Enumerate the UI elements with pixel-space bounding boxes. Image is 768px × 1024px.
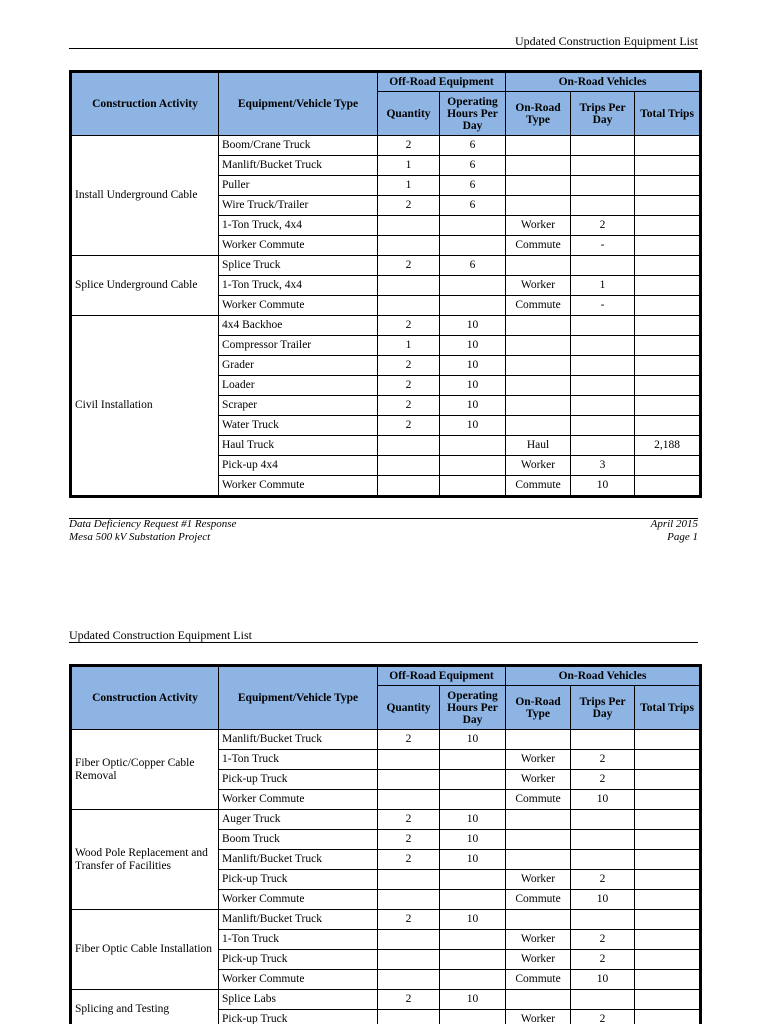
trips-cell [571,850,635,870]
equipment-cell: Pick-up Truck [219,950,378,970]
equipment-cell: Splice Truck [219,256,378,276]
table-row [71,730,701,750]
col-header-trips: Trips Per Day [571,92,635,136]
equipment-cell: Pick-up 4x4 [219,456,378,476]
trips-cell: 2 [571,930,635,950]
trips-cell: 10 [571,476,635,497]
total-trips-cell: 2,188 [635,436,701,456]
total-trips-cell [635,830,701,850]
activity-cell: Splice Underground Cable [71,256,219,316]
col-group-onroad: On-Road Vehicles [506,72,701,92]
col-header-quantity: Quantity [378,92,440,136]
onroad-type-cell: Commute [506,236,571,256]
hours-cell: 10 [440,910,506,930]
total-trips-cell [635,970,701,990]
total-trips-cell [635,990,701,1010]
total-trips-cell [635,730,701,750]
footer-doc-title: Data Deficiency Request #1 Response [69,518,237,530]
table-row [71,910,701,930]
onroad-type-cell: Worker [506,950,571,970]
quantity-cell: 2 [378,830,440,850]
onroad-type-cell: Commute [506,970,571,990]
total-trips-cell [635,850,701,870]
total-trips-cell [635,810,701,830]
activity-cell: Install Underground Cable [71,136,219,256]
hours-cell: 10 [440,810,506,830]
trips-cell [571,830,635,850]
col-header-hours: Operating Hours Per Day [440,92,506,136]
activity-cell: Fiber Optic Cable Installation [71,910,219,990]
hours-cell: 6 [440,256,506,276]
trips-cell [571,910,635,930]
hours-cell: 10 [440,376,506,396]
trips-cell: 2 [571,950,635,970]
equipment-cell: Manlift/Bucket Truck [219,850,378,870]
quantity-cell: 1 [378,336,440,356]
equipment-cell: Worker Commute [219,296,378,316]
quantity-cell: 2 [378,256,440,276]
footer-date: April 2015 [650,518,698,530]
trips-cell [571,810,635,830]
trips-cell: 10 [571,890,635,910]
col-header-hours: Operating Hours Per Day [440,686,506,730]
onroad-type-cell: Haul [506,436,571,456]
equipment-cell: Splice Labs [219,990,378,1010]
quantity-cell: 2 [378,396,440,416]
quantity-cell: 2 [378,316,440,336]
page-header: Updated Construction Equipment List [515,34,698,48]
total-trips-cell [635,1010,701,1024]
total-trips-cell [635,890,701,910]
hours-cell: 10 [440,396,506,416]
equipment-cell: Grader [219,356,378,376]
hours-cell: 6 [440,176,506,196]
quantity-cell [378,930,440,950]
total-trips-cell [635,950,701,970]
activity-cell: Fiber Optic/Copper Cable Removal [71,730,219,810]
hours-cell [440,930,506,950]
quantity-cell [378,770,440,790]
hours-cell: 6 [440,196,506,216]
equipment-cell: Pick-up Truck [219,870,378,890]
trips-cell: 2 [571,770,635,790]
equipment-cell: Manlift/Bucket Truck [219,910,378,930]
col-header-onroad-type: On-Road Type [506,92,571,136]
onroad-type-cell [506,810,571,830]
page-header-2: Updated Construction Equipment List [69,628,252,642]
table-row [71,990,701,1010]
hours-cell [440,770,506,790]
quantity-cell: 2 [378,730,440,750]
onroad-type-cell: Commute [506,476,571,497]
equipment-cell: Manlift/Bucket Truck [219,156,378,176]
col-group-offroad: Off-Road Equipment [378,666,506,686]
col-header-onroad-type: On-Road Type [506,686,571,730]
hours-cell: 10 [440,830,506,850]
col-group-offroad: Off-Road Equipment [378,72,506,92]
quantity-cell: 2 [378,196,440,216]
footer-project: Mesa 500 kV Substation Project [69,531,211,543]
trips-cell: 2 [571,216,635,236]
hours-cell [440,790,506,810]
equipment-cell: Auger Truck [219,810,378,830]
hours-cell [440,950,506,970]
hours-cell: 10 [440,850,506,870]
equipment-cell: Pick-up Truck [219,770,378,790]
trips-cell: 2 [571,750,635,770]
hours-cell: 10 [440,336,506,356]
equipment-cell: 1-Ton Truck [219,750,378,770]
onroad-type-cell [506,730,571,750]
hours-cell: 6 [440,156,506,176]
trips-cell: 1 [571,276,635,296]
table-row [71,810,701,830]
equipment-cell: Worker Commute [219,890,378,910]
quantity-cell: 1 [378,176,440,196]
trips-cell: 10 [571,790,635,810]
equipment-cell: Boom Truck [219,830,378,850]
hours-cell [440,1010,506,1024]
equipment-cell: Worker Commute [219,970,378,990]
onroad-type-cell [506,990,571,1010]
total-trips-cell [635,770,701,790]
col-header-activity: Construction Activity [71,666,219,730]
onroad-type-cell [506,910,571,930]
trips-cell [571,990,635,1010]
quantity-cell [378,870,440,890]
trips-cell: 2 [571,1010,635,1024]
hours-cell [440,890,506,910]
col-header-total: Total Trips [635,686,701,730]
hours-cell: 10 [440,990,506,1010]
equipment-cell: Wire Truck/Trailer [219,196,378,216]
hours-cell [440,970,506,990]
equipment-table-2 [69,664,702,1024]
quantity-cell: 2 [378,850,440,870]
equipment-cell: Puller [219,176,378,196]
equipment-cell: Worker Commute [219,236,378,256]
activity-cell: Splicing and Testing [71,990,219,1024]
onroad-type-cell [506,830,571,850]
activity-cell: Civil Installation [71,316,219,497]
total-trips-cell [635,870,701,890]
quantity-cell: 2 [378,810,440,830]
quantity-cell: 2 [378,356,440,376]
quantity-cell [378,890,440,910]
equipment-cell: Loader [219,376,378,396]
hours-cell [440,870,506,890]
col-header-activity: Construction Activity [71,72,219,136]
onroad-type-cell: Worker [506,456,571,476]
col-header-total: Total Trips [635,92,701,136]
quantity-cell [378,1010,440,1024]
total-trips-cell [635,750,701,770]
hours-cell: 6 [440,136,506,156]
equipment-cell: Haul Truck [219,436,378,456]
hours-cell: 10 [440,416,506,436]
quantity-cell: 2 [378,376,440,396]
quantity-cell [378,970,440,990]
total-trips-cell [635,930,701,950]
onroad-type-cell: Worker [506,750,571,770]
equipment-cell: Pick-up Truck [219,1010,378,1024]
activity-cell: Wood Pole Replacement and Transfer of Facilities [71,810,219,910]
col-header-trips: Trips Per Day [571,686,635,730]
total-trips-cell [635,910,701,930]
col-header-quantity: Quantity [378,686,440,730]
quantity-cell: 2 [378,136,440,156]
onroad-type-cell: Worker [506,870,571,890]
quantity-cell: 2 [378,910,440,930]
equipment-cell: Worker Commute [219,790,378,810]
equipment-cell: Manlift/Bucket Truck [219,730,378,750]
equipment-cell: 1-Ton Truck [219,930,378,950]
onroad-type-cell: Commute [506,890,571,910]
footer-page-number: Page 1 [667,531,698,543]
equipment-cell: 1-Ton Truck, 4x4 [219,276,378,296]
onroad-type-cell: Worker [506,930,571,950]
col-header-equipment: Equipment/Vehicle Type [219,72,378,136]
hours-cell [440,750,506,770]
trips-cell: - [571,236,635,256]
onroad-type-cell [506,850,571,870]
trips-cell: 3 [571,456,635,476]
quantity-cell [378,790,440,810]
onroad-type-cell: Commute [506,296,571,316]
equipment-cell: 1-Ton Truck, 4x4 [219,216,378,236]
quantity-cell [378,950,440,970]
trips-cell: 10 [571,970,635,990]
equipment-cell: 4x4 Backhoe [219,316,378,336]
trips-cell [571,730,635,750]
equipment-cell: Water Truck [219,416,378,436]
quantity-cell: 1 [378,156,440,176]
equipment-cell: Scraper [219,396,378,416]
trips-cell: 2 [571,870,635,890]
onroad-type-cell: Worker [506,276,571,296]
onroad-type-cell: Worker [506,216,571,236]
quantity-cell: 2 [378,416,440,436]
onroad-type-cell: Commute [506,790,571,810]
equipment-cell: Worker Commute [219,476,378,497]
total-trips-cell [635,790,701,810]
hours-cell: 10 [440,356,506,376]
hours-cell: 10 [440,316,506,336]
trips-cell: - [571,296,635,316]
equipment-cell: Boom/Crane Truck [219,136,378,156]
col-header-equipment: Equipment/Vehicle Type [219,666,378,730]
onroad-type-cell: Worker [506,770,571,790]
hours-cell: 10 [440,730,506,750]
onroad-type-cell: Worker [506,1010,571,1024]
col-group-onroad: On-Road Vehicles [506,666,701,686]
equipment-cell: Compressor Trailer [219,336,378,356]
quantity-cell: 2 [378,990,440,1010]
quantity-cell [378,750,440,770]
